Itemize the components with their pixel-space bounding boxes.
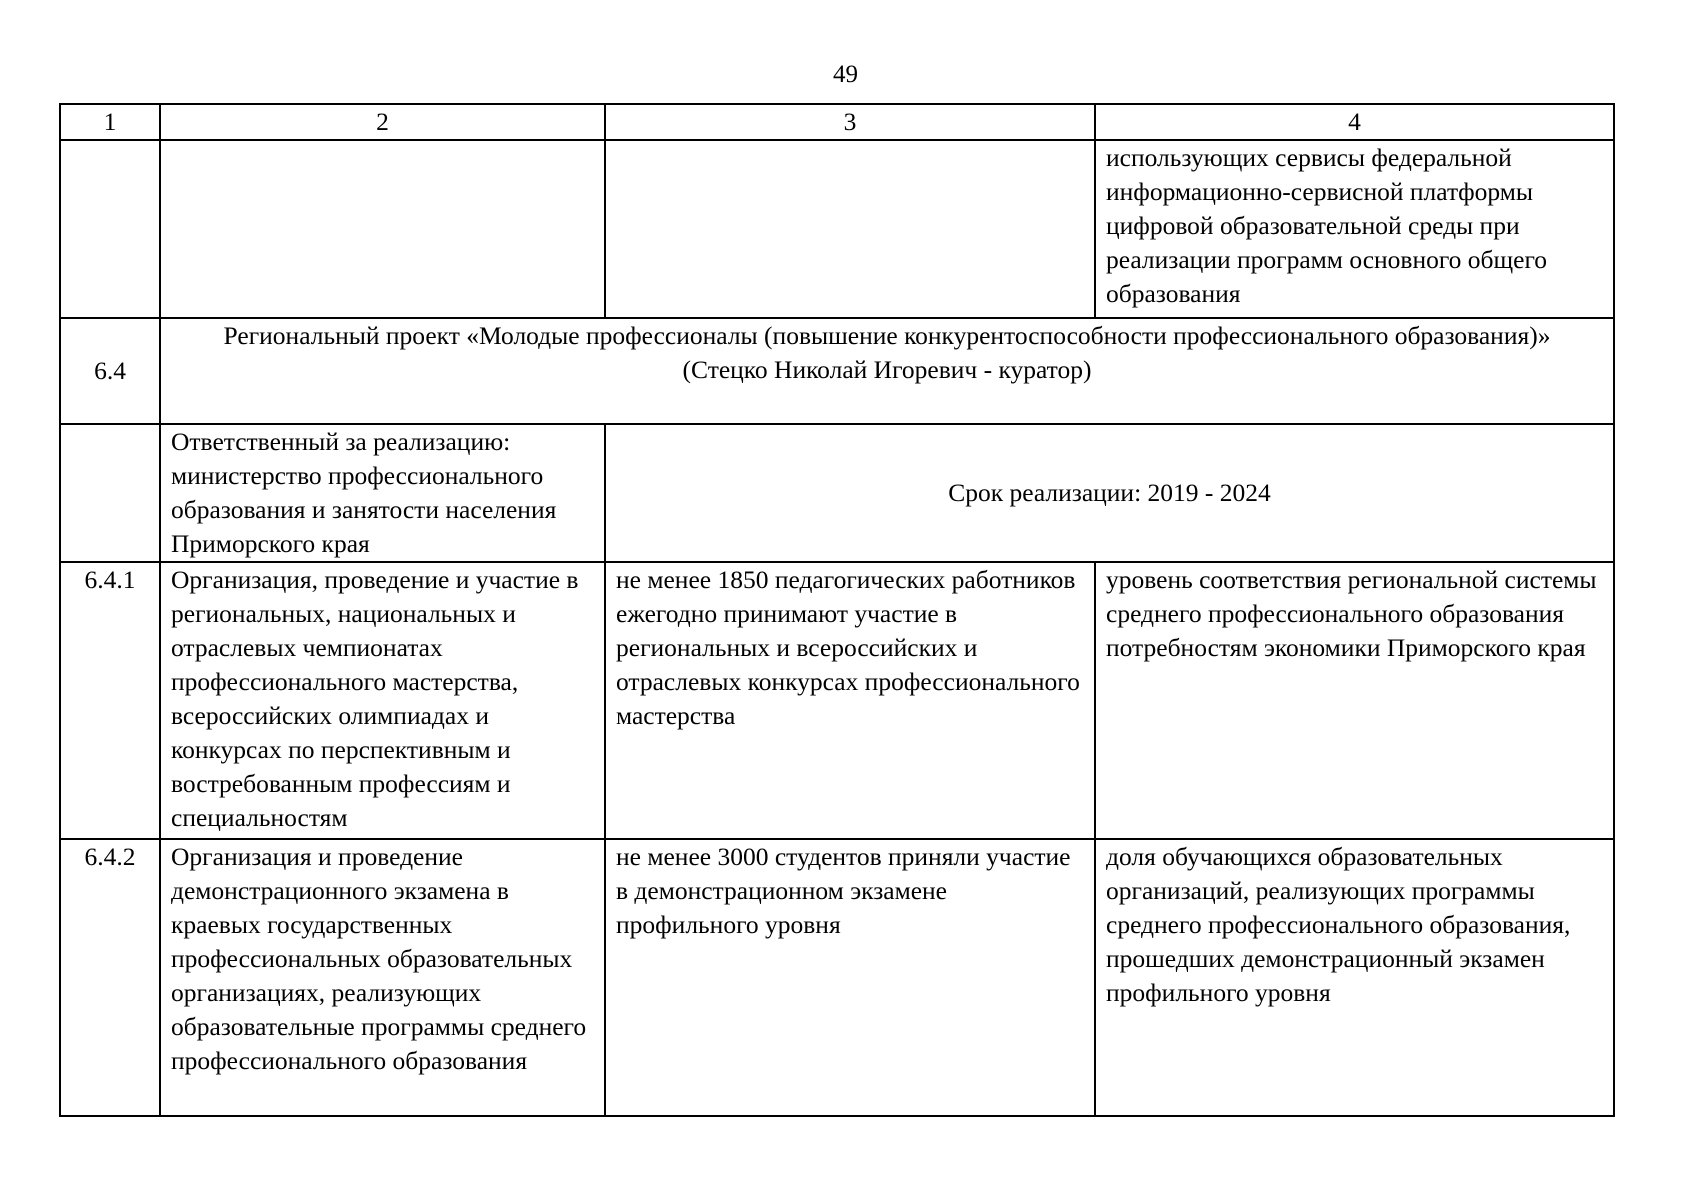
- project-curator: (Стецко Николай Игоревич - куратор): [682, 355, 1092, 384]
- continuation-activity-cell: [160, 140, 605, 318]
- header-col-2: 2: [160, 104, 605, 140]
- continuation-indicator-cell: использующих сервисы федеральной информационно-сервисной платформы цифровой образовательной среды при реализации программ основного общего образования: [1095, 140, 1614, 318]
- responsible-row: [60, 424, 1614, 562]
- table-row: [60, 562, 1614, 839]
- project-number: 6.4: [60, 318, 160, 424]
- header-col-4: 4: [1095, 104, 1614, 140]
- continuation-result-cell: [605, 140, 1095, 318]
- row-number: 6.4.1: [60, 562, 160, 839]
- result-cell: не менее 3000 студентов приняли участие в демонстрационном экзамене профильного уровня: [605, 839, 1095, 1116]
- indicator-cell: уровень соответствия региональной системы среднего профессионального образования потребностям экономики Приморского края: [1095, 562, 1614, 839]
- indicator-cell: доля обучающихся образовательных организаций, реализующих программы среднего профессионального образования, прошедших демонстрационный экзамен профильного уровня: [1095, 839, 1614, 1116]
- project-row: [60, 318, 1614, 424]
- table-header-row: [60, 104, 1614, 140]
- header-col-3: 3: [605, 104, 1095, 140]
- page-number: 49: [833, 61, 858, 88]
- responsible-text: Ответственный за реализацию: министерство профессионального образования и занятости населения Приморского края: [160, 424, 605, 562]
- plan-table: [59, 103, 1615, 1117]
- header-col-1: 1: [60, 104, 160, 140]
- responsible-number-cell: [60, 424, 160, 562]
- row-number: 6.4.2: [60, 839, 160, 1116]
- activity-cell: Организация, проведение и участие в региональных, национальных и отраслевых чемпионатах профессионального мастерства, всероссийских олимпиадах и конкурсах по перспективным и востребованным профессиям и специальностям: [160, 562, 605, 839]
- table-row: [60, 839, 1614, 1116]
- continuation-number-cell: [60, 140, 160, 318]
- project-title-cell: [160, 318, 1614, 424]
- implementation-term: Срок реализации: 2019 - 2024: [605, 424, 1614, 562]
- project-title: Региональный проект «Молодые профессионалы (повышение конкурентоспособности профессионального образования)»: [223, 321, 1551, 350]
- continuation-row: [60, 140, 1614, 318]
- result-cell: не менее 1850 педагогических работников ежегодно принимают участие в региональных и всероссийских и отраслевых конкурсах профессионального мастерства: [605, 562, 1095, 839]
- activity-cell: Организация и проведение демонстрационного экзамена в краевых государственных профессиональных образовательных организациях, реализующих образовательные программы среднего профессионального образования: [160, 839, 605, 1116]
